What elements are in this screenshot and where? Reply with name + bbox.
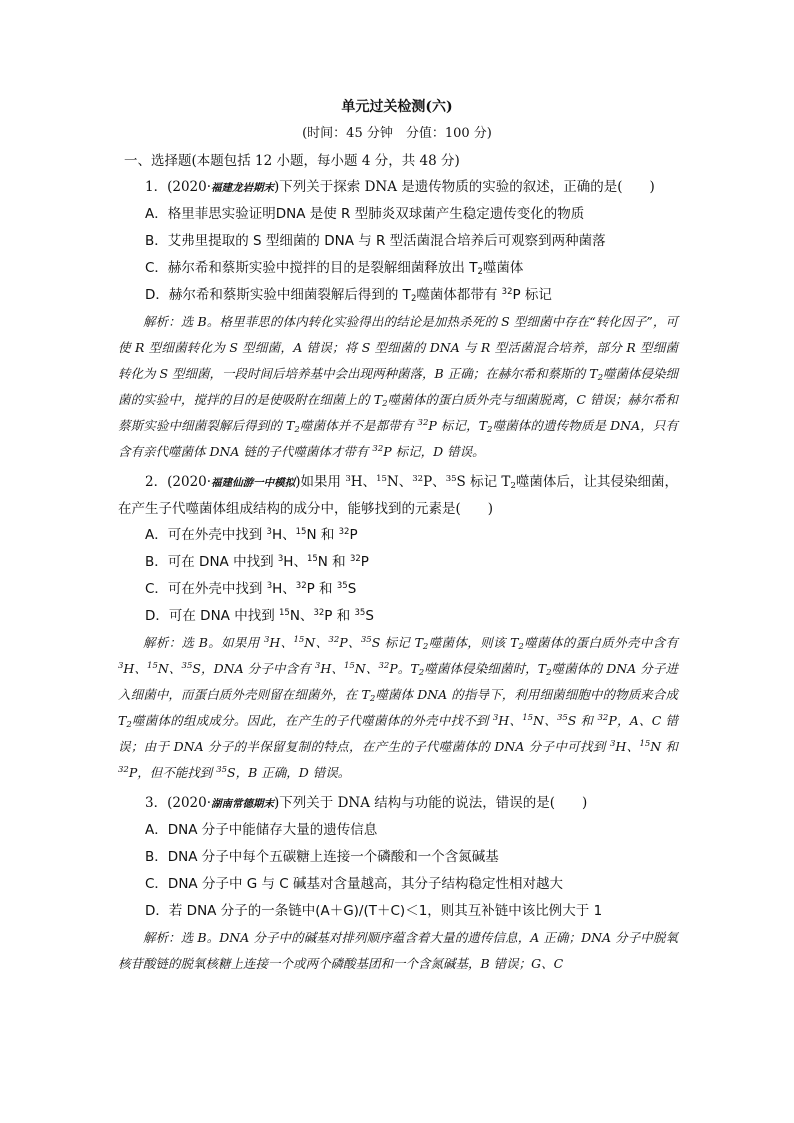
question-2-option-b: B．可在 DNA 中找到 $^3$H、$^{15}$N 和 $^{32}$P: [145, 554, 369, 570]
question-1-option-b: B．艾弗里提取的 S 型细菌的 DNA 与 R 型活菌混合培养后可观察到两种菌落: [145, 233, 606, 249]
question-2-stem: 2．(2020·福建仙游一中模拟)如果用 $^3$H、$^{15}$N、$^{32}$P、$^{35}$S 标记 $T_2$噬菌体后，让其侵染细菌，在产生子代噬菌体组成结构的成分中，能够找到的元素是( ): [118, 474, 679, 517]
question-3-option-d: D．若 DNA 分子的一条链中(A＋G)/(T＋C)＜1，则其互补链中该比例大于 1: [145, 903, 603, 919]
question-source: 湖南常德期末: [211, 798, 275, 810]
question-1-explanation: 解析：选 B。格里菲思的体内转化实验得出的结论是加热杀死的 S 型细菌中存在“转化因子”，可使 R 型细菌转化为 S 型细菌，A 错误；将 S 型细菌的 DNA 与 R 型活菌混合培养，部分 R 型细菌转化为 S 型细菌，一段时间后培养基中会出现两种菌落，B 正确；在赫尔希和蔡斯的 $T_2$噬菌体侵染细菌的实验中，搅拌的目的是使吸附在细菌上的 $T_2$噬菌体的蛋白质外壳与细菌脱离，C 错误；赫尔希和蔡斯实验中细菌裂解后得到的 $T_2$噬菌体并不是都带有 $^{32}$P 标记，$T_2$噬菌体的遗传物质是 DNA，只有含有亲代噬菌体 DNA 链的子代噬菌体才带有 $^{32}$P 标记，D 错误。: [118, 314, 678, 459]
question-2-explanation: 解析：选 B。如果用 $^3$H、$^{15}$N、$^{32}$P、$^{35}$S 标记 $T_2$噬菌体，则该 $T_2$噬菌体的蛋白质外壳中含有 $^3$H、$^{15}$N、$^{35}$S，DNA 分子中含有 $^3$H、$^{15}$N、$^{32}$P。$T_2$噬菌体侵染细菌时，$T_2$噬菌体的 DNA 分子进入细菌中，而蛋白质外壳则留在细菌外，在 $T_2$噬菌体 DNA 的指导下，利用细菌细胞中的物质来合成 $T_2$噬菌体的组成成分。因此，在产生的子代噬菌体的外壳中找不到 $^3$H、$^{15}$N、$^{35}$S 和 $^{32}$P，A、C 错误；由于 DNA 分子的半保留复制的特点，在产生的子代噬菌体的 DNA 分子中可找到 $^3$H、$^{15}$N 和 $^{32}$P，但不能找到 $^{35}$S，B 正确，D 错误。: [118, 635, 679, 780]
document-title: 单元过关检测(六): [341, 99, 453, 115]
question-1-option-d: D．赫尔希和蔡斯实验中细菌裂解后得到的 $T_2$噬菌体都带有 $^{32}$P 标记: [145, 287, 552, 304]
question-3-option-c: C．DNA 分子中 G 与 C 碱基对含量越高，其分子结构稳定性相对越大: [145, 876, 563, 892]
question-1-option-c: C．赫尔希和蔡斯实验中搅拌的目的是裂解细菌释放出 $T_2$噬菌体: [145, 260, 524, 277]
question-2-option-c: C．可在外壳中找到 $^3$H、$^{32}$P 和 $^{35}$S: [145, 581, 357, 597]
question-3-option-b: B．DNA 分子中每个五碳糖上连接一个磷酸和一个含氮碱基: [145, 849, 499, 865]
question-source: 福建仙游一中模拟: [211, 477, 296, 489]
question-1-stem: 1．(2020·福建龙岩期末)下列关于探索 DNA 是遗传物质的实验的叙述，正确的是( ): [145, 179, 655, 195]
question-2-option-d: D．可在 DNA 中找到 $^{15}$N、$^{32}$P 和 $^{35}$S: [145, 608, 374, 624]
question-3-option-a: A．DNA 分子中能储存大量的遗传信息: [145, 822, 378, 838]
question-3-explanation: 解析：选 B。DNA 分子中的碱基对排列顺序蕴含着大量的遗传信息，A 正确；DNA 分子中脱氧核苷酸链的脱氧核糖上连接一个或两个磷酸基团和一个含氮碱基，B 错误；G、C: [118, 930, 678, 971]
question-2-option-a: A．可在外壳中找到 $^3$H、$^{15}$N 和 $^{32}$P: [145, 527, 358, 543]
section-heading: 一、选择题(本题包括 12 小题，每小题 4 分，共 48 分): [124, 153, 460, 169]
document-body: [118, 148, 678, 981]
question-source: 福建龙岩期末: [211, 182, 275, 194]
question-1-option-a: A．格里菲思实验证明DNA 是使 R 型肺炎双球菌产生稳定遗传变化的物质: [145, 206, 585, 222]
document-subtitle: (时间：45 分钟 分值：100 分): [302, 126, 492, 141]
question-3-stem: 3．(2020·湖南常德期末)下列关于 DNA 结构与功能的说法，错误的是( ): [145, 795, 588, 811]
